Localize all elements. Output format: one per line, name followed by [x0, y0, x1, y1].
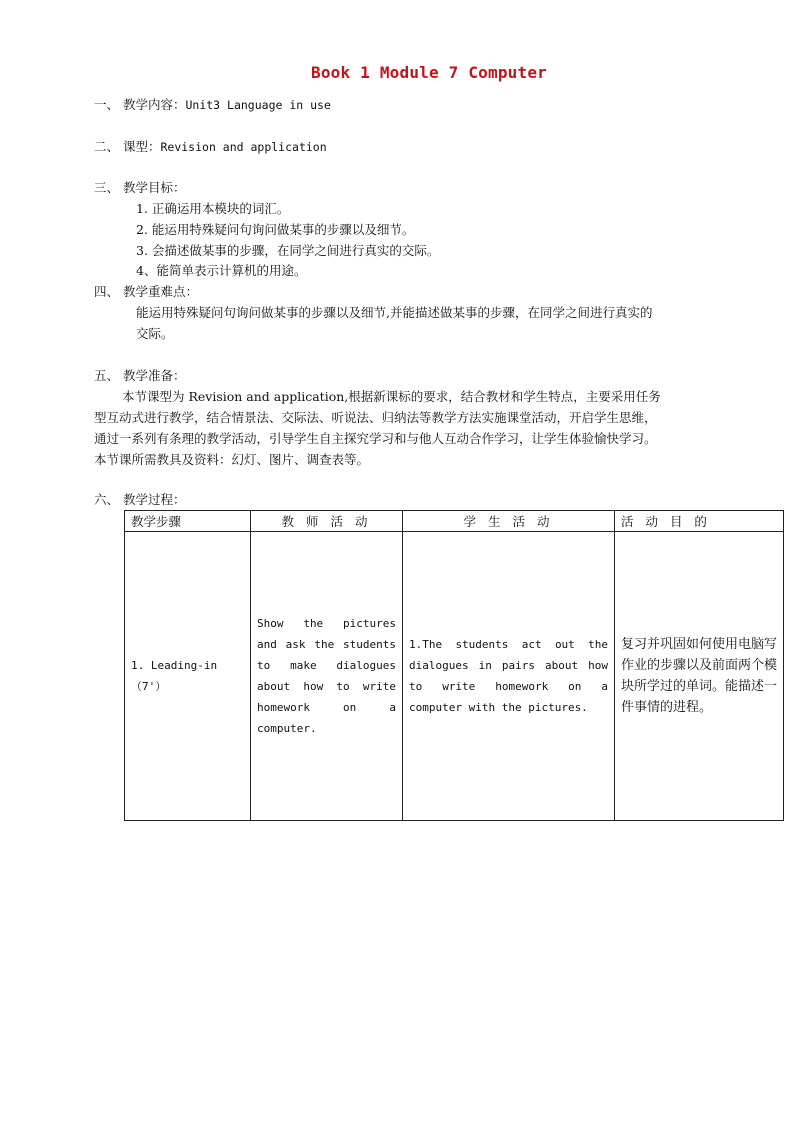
objective-item: 2. 能运用特殊疑问句询问做某事的步骤以及细节。 [136, 222, 415, 237]
header-purpose: 活 动 目 的 [615, 511, 784, 532]
section-objectives-label: 三、 教学目标： [94, 180, 186, 195]
section-preparation-label: 五、 教学准备： [94, 368, 186, 383]
cell-step: 1. Leading-in （7'） [125, 532, 251, 821]
section-key-points-label: 四、 教学重难点： [94, 284, 198, 299]
key-points-text: 交际。 [136, 326, 174, 341]
header-step: 教学步骤 [125, 511, 251, 532]
section-value: Revision and application [160, 140, 327, 154]
preparation-paragraph: 本节课型为 Revision and application,根据新课标的要求，结合教材和学生特点，主要采用任务 [122, 389, 661, 404]
section-value: Unit3 Language in use [185, 98, 331, 112]
cell-teacher: Show the pictures and ask the students to make dialogues about how to write homework on a computer. [251, 532, 403, 821]
teaching-process-table [124, 510, 784, 821]
preparation-paragraph: 通过一系列有条理的教学活动，引导学生自主探究学习和与他人互动合作学习，让学生体验愉快学习。 [94, 431, 657, 446]
objective-item: 1. 正确运用本模块的词汇。 [136, 201, 290, 216]
preparation-paragraph: 本节课所需教具及资料：幻灯、图片、调查表等。 [94, 452, 370, 467]
document-title: Book 1 Module 7 Computer [311, 63, 547, 82]
section-lesson-type [94, 137, 327, 157]
section-content [94, 95, 331, 115]
section-label: 二、 课型： [94, 139, 161, 154]
preparation-paragraph: 型互动式进行教学，结合情景法、交际法、听说法、归纳法等教学方法实施课堂活动，开启学生思维， [94, 410, 657, 425]
cell-purpose: 复习并巩固如何使用电脑写作业的步骤以及前面两个模块所学过的单词。能描述一件事情的进程。 [615, 532, 784, 821]
key-points-text: 能运用特殊疑问句询问做某事的步骤以及细节,并能描述做某事的步骤，在同学之间进行真实的 [136, 305, 653, 320]
cell-student: 1.The students act out the dialogues in pairs about how to write homework on a computer with the pictures. [403, 532, 615, 821]
header-student: 学 生 活 动 [403, 511, 615, 532]
section-process-label: 六、 教学过程： [94, 492, 186, 507]
header-teacher: 教 师 活 动 [251, 511, 403, 532]
table-row [125, 532, 784, 821]
section-label: 一、 教学内容： [94, 97, 186, 112]
table-header-row [125, 511, 784, 532]
objective-item: 4、能简单表示计算机的用途。 [136, 263, 307, 278]
objective-item: 3. 会描述做某事的步骤，在同学之间进行真实的交际。 [136, 243, 440, 258]
